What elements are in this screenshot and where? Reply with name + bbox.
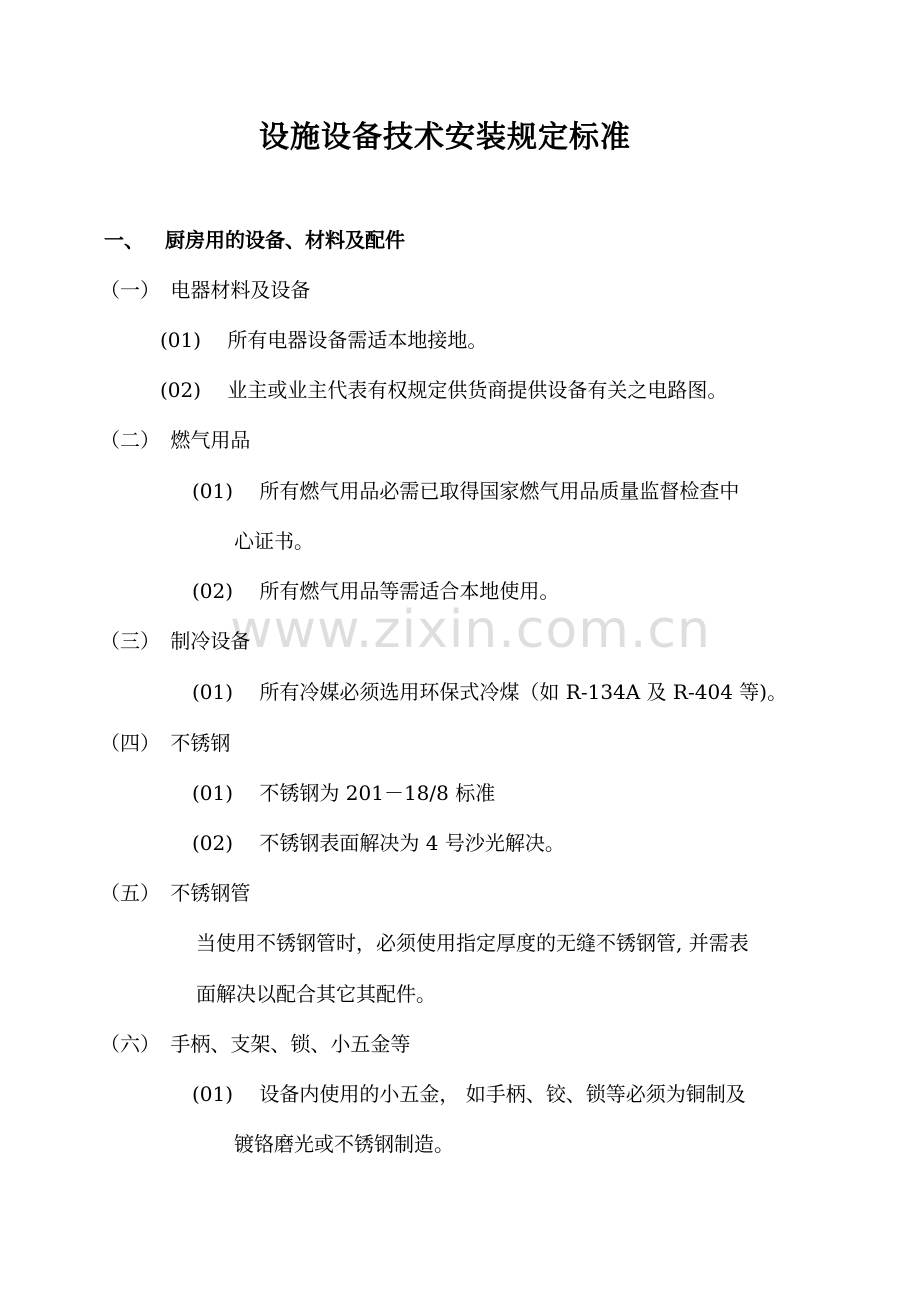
subsection-title: 不锈钢管 (170, 881, 251, 905)
item-text: 设备内使用的小五金， 如手柄、铰、锁等必须为铜制及 (259, 1082, 746, 1106)
subsection-title: 不锈钢 (170, 731, 231, 755)
section-heading (104, 226, 405, 254)
subsection-title: 制冷设备 (170, 629, 251, 653)
section-number: 一、 (104, 228, 144, 252)
document-title: 设施设备技术安装规定标准 (259, 120, 631, 155)
subsection-number: （二） (100, 428, 160, 452)
subsection-heading (100, 627, 250, 655)
subsection-number: （六） (100, 1032, 160, 1056)
item-number: (02) (192, 831, 234, 855)
item-text: 业主或业主代表有权规定供货商提供设备有关之电路图。 (227, 378, 728, 402)
list-item (192, 1080, 746, 1108)
paragraph-line: 当使用不锈钢管时，必须使用指定厚度的无缝不锈钢管, 并需表 (196, 931, 749, 955)
list-item (192, 829, 565, 857)
section-title: 厨房用的设备、材料及配件 (164, 228, 405, 252)
item-number: (02) (160, 378, 202, 402)
item-number: (01) (192, 680, 234, 704)
subsection-title: 电器材料及设备 (170, 278, 311, 302)
subsection-heading (100, 276, 310, 304)
item-continuation: 镀铬磨光或不锈钢制造。 (234, 1132, 454, 1156)
item-text: 所有燃气用品等需适合本地使用。 (259, 579, 560, 603)
subsection-title: 手柄、支架、锁、小五金等 (170, 1032, 411, 1056)
item-number: (01) (160, 328, 202, 352)
subsection-number: （五） (100, 881, 160, 905)
item-number: (02) (192, 579, 234, 603)
item-text: 所有电器设备需适本地接地。 (227, 328, 488, 352)
subsection-heading (100, 879, 250, 907)
list-item (160, 376, 727, 404)
item-text: 所有冷媒必须选用环保式冷煤（如 R-134A 及 R-404 等)。 (259, 680, 788, 704)
item-text: 所有燃气用品必需已取得国家燃气用品质量监督检查中 (259, 479, 740, 503)
list-item (192, 779, 495, 807)
item-number: (01) (192, 1082, 234, 1106)
subsection-number: （四） (100, 731, 160, 755)
subsection-title: 燃气用品 (170, 428, 251, 452)
subsection-heading (100, 1030, 410, 1058)
list-item (192, 678, 787, 706)
subsection-number: （一） (100, 278, 160, 302)
item-continuation: 心证书。 (234, 529, 314, 553)
subsection-heading (100, 729, 230, 757)
list-item (192, 577, 559, 605)
subsection-heading (100, 426, 250, 454)
subsection-number: （三） (100, 629, 160, 653)
list-item (160, 326, 487, 354)
item-number: (01) (192, 781, 234, 805)
list-item (192, 477, 739, 505)
item-number: (01) (192, 479, 234, 503)
watermark: www.zixin.com.cn (230, 600, 711, 660)
item-text: 不锈钢表面解决为 4 号沙光解决。 (259, 831, 565, 855)
item-text: 不锈钢为 201－18/8 标准 (259, 781, 496, 805)
paragraph-line: 面解决以配合其它其配件。 (196, 982, 436, 1006)
